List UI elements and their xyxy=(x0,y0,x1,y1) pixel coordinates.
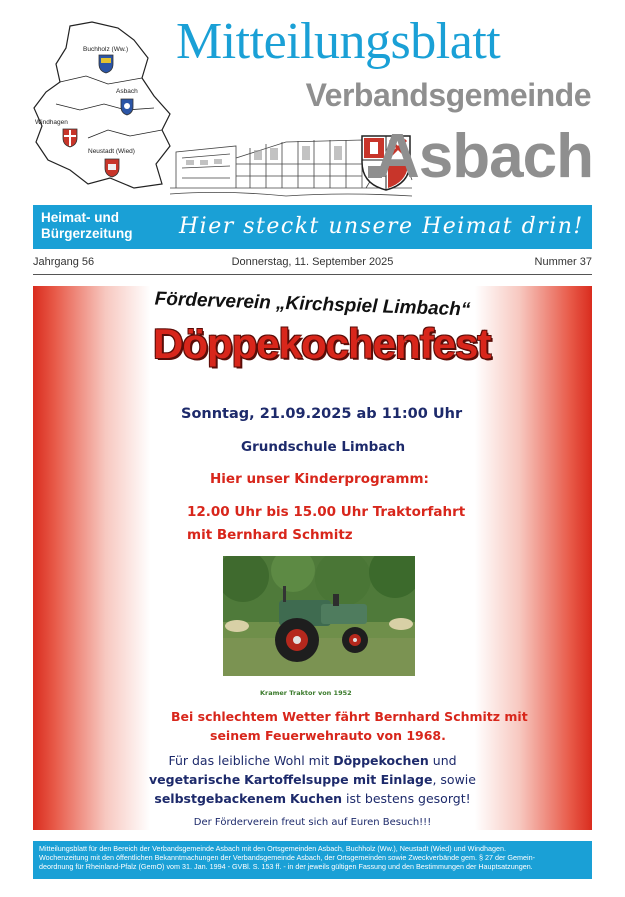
kids-program-heading: Hier unser Kinderprogramm: xyxy=(210,471,429,487)
food-note-part9: ist bestens gesorgt! xyxy=(342,791,471,806)
kids-program-time: 12.00 Uhr bis 15.00 Uhr Traktorfahrt xyxy=(187,504,466,520)
legal-footer xyxy=(33,841,592,879)
food-note-part6: , sowie xyxy=(432,772,476,787)
footer-line1: Mitteilungsblatt für den Bereich der Verbandsgemeinde Asbach mit den Ortsgemeinden Asbach, Buchholz (Ww.), Neustadt (Wied) und Windhagen. xyxy=(39,844,507,853)
slogan-left-line2: Bürgerzeitung xyxy=(41,226,133,241)
closing-note: Der Förderverein freut sich auf Euren Besuch!!! xyxy=(193,817,432,828)
header-divider xyxy=(33,274,592,275)
crest-icon-buchholz xyxy=(98,54,114,74)
slogan-bar xyxy=(33,205,592,249)
slogan-left-line1: Heimat- und xyxy=(41,210,120,225)
map-label-windhagen: Windhagen xyxy=(35,119,68,126)
tractor-photo-image xyxy=(223,556,415,676)
crest-icon-asbach xyxy=(120,98,134,116)
association-title: Förderverein „Kirchspiel Limbach“ xyxy=(154,288,471,321)
event-banner xyxy=(153,318,491,370)
map-label-buchholz: Buchholz (Ww.) xyxy=(83,46,129,53)
slogan-right: Hier steckt unsere Heimat drin! xyxy=(179,214,584,239)
crest-icon-windhagen xyxy=(62,128,78,148)
food-note-part2: Döppekochen xyxy=(333,753,429,768)
issue-number: Nummer 37 xyxy=(534,256,592,268)
issue-volume: Jahrgang 56 xyxy=(33,256,95,268)
crest-icon-neustadt xyxy=(104,158,120,178)
map-label-asbach: Asbach xyxy=(116,88,138,95)
weather-note-line2: seinem Feuerwehrauto von 1968. xyxy=(210,728,446,743)
food-note-part3: und xyxy=(428,753,457,768)
food-note-part1: Für das leibliche Wohl mit xyxy=(168,753,334,768)
masthead-town: Asbach xyxy=(375,122,593,191)
map-label-neustadt: Neustadt (Wied) xyxy=(88,148,135,155)
event-location: Grundschule Limbach xyxy=(241,439,406,455)
food-note-part7: selbstgebackenem xyxy=(154,791,287,806)
photo-caption: Kramer Traktor von 1952 xyxy=(260,689,352,697)
issue-date: Donnerstag, 11. September 2025 xyxy=(231,256,394,268)
food-note-part4: vegetarische xyxy=(149,772,241,787)
slogan-left xyxy=(41,210,133,242)
food-note-part8: Kuchen xyxy=(290,791,343,806)
food-note xyxy=(133,751,492,808)
masthead-subtitle: Verbandsgemeinde xyxy=(305,77,591,113)
region-map xyxy=(30,18,180,193)
event-date: Sonntag, 21.09.2025 ab 11:00 Uhr xyxy=(181,406,463,422)
weather-note-line1: Bei schlechtem Wetter fährt Bernhard Schmitz mit xyxy=(171,709,528,724)
food-note-part5: Kartoffelsuppe mit Einlage xyxy=(244,772,433,787)
footer-line2: Wochenzeitung mit den öffentlichen Bekanntmachungen der Verbandsgemeinde Asbach, der Ortsgemeinden sowie Zweckverbände gem. § 27 der Gemein- xyxy=(39,853,535,862)
masthead-title: Mitteilungsblatt xyxy=(176,13,501,70)
kids-program-host: mit Bernhard Schmitz xyxy=(187,527,353,543)
issue-info xyxy=(33,256,592,271)
event-title: Döppekochenfest xyxy=(153,320,491,367)
tractor-photo xyxy=(223,556,415,676)
footer-line3: deordnung für Rheinland-Pfalz (GemO) vom 31. Jan. 1994 - GVBl. S. 153 ff. - in der jeweils gültigen Fassung und den Bestimmungen der Hauptsatzungen. xyxy=(39,862,533,871)
event-flyer xyxy=(33,286,592,830)
